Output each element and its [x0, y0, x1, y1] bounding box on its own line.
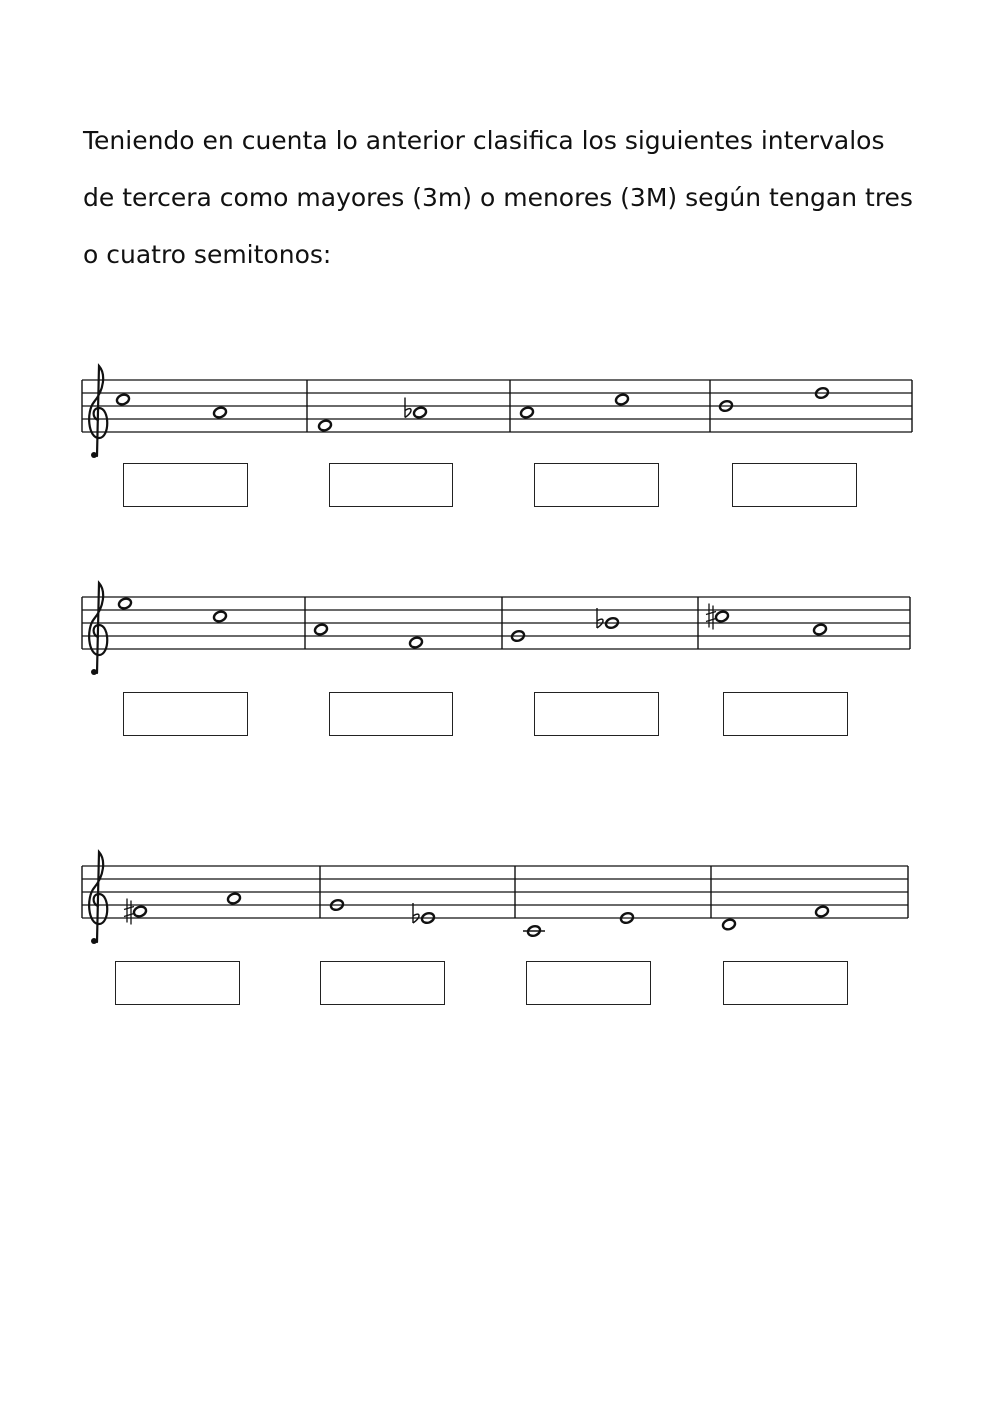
- sharp-bar-1: [124, 907, 134, 910]
- answer-box-3-4[interactable]: [723, 961, 848, 1005]
- whole-note: [314, 623, 329, 636]
- whole-note: [133, 905, 148, 918]
- whole-note: [409, 636, 424, 649]
- staff-3: [0, 836, 1000, 946]
- answer-box-2-1[interactable]: [123, 692, 248, 736]
- whole-note: [615, 393, 630, 406]
- whole-note: [722, 918, 737, 931]
- whole-note: [318, 419, 333, 432]
- staff-system-3: [0, 836, 1000, 946]
- answer-box-1-2[interactable]: [329, 463, 453, 507]
- staff-1: [0, 350, 1000, 460]
- flat-icon: [597, 608, 603, 628]
- flat-icon: [413, 903, 419, 923]
- answer-box-3-2[interactable]: [320, 961, 445, 1005]
- flat-icon: [405, 398, 411, 418]
- whole-note: [813, 623, 828, 636]
- whole-note: [413, 406, 428, 419]
- answer-box-2-3[interactable]: [534, 692, 659, 736]
- sharp-bar-2: [124, 914, 134, 917]
- instructions-line-1: Teniendo en cuenta lo anterior clasifica los siguientes intervalos: [83, 126, 885, 155]
- answer-box-1-1[interactable]: [123, 463, 248, 507]
- treble-clef-dot: [91, 452, 97, 458]
- whole-note: [213, 610, 228, 623]
- answer-box-3-1[interactable]: [115, 961, 240, 1005]
- whole-note: [227, 892, 242, 905]
- whole-note: [715, 610, 730, 623]
- sharp-icon: [706, 604, 716, 630]
- staff-system-2: [0, 567, 1000, 677]
- answer-box-3-3[interactable]: [526, 961, 651, 1005]
- answer-box-2-4[interactable]: [723, 692, 848, 736]
- flat-bowl: [405, 409, 411, 418]
- sharp-bar-1: [706, 612, 716, 615]
- instructions-line-2: de tercera como mayores (3m) o menores (3M) según tengan tres: [83, 183, 913, 212]
- whole-note: [118, 597, 133, 610]
- whole-note: [815, 905, 830, 918]
- answer-box-1-4[interactable]: [732, 463, 857, 507]
- answer-box-1-3[interactable]: [534, 463, 659, 507]
- instructions-text: [83, 112, 963, 283]
- staff-system-1: [0, 350, 1000, 460]
- whole-note: [520, 406, 535, 419]
- treble-clef-dot: [91, 938, 97, 944]
- instructions-line-3: o cuatro semitonos:: [83, 240, 332, 269]
- whole-note: [116, 393, 131, 406]
- treble-clef-dot: [91, 669, 97, 675]
- staff-2: [0, 567, 1000, 677]
- sharp-bar-2: [706, 619, 716, 622]
- sharp-icon: [124, 899, 134, 925]
- whole-note: [213, 406, 228, 419]
- answer-box-2-2[interactable]: [329, 692, 453, 736]
